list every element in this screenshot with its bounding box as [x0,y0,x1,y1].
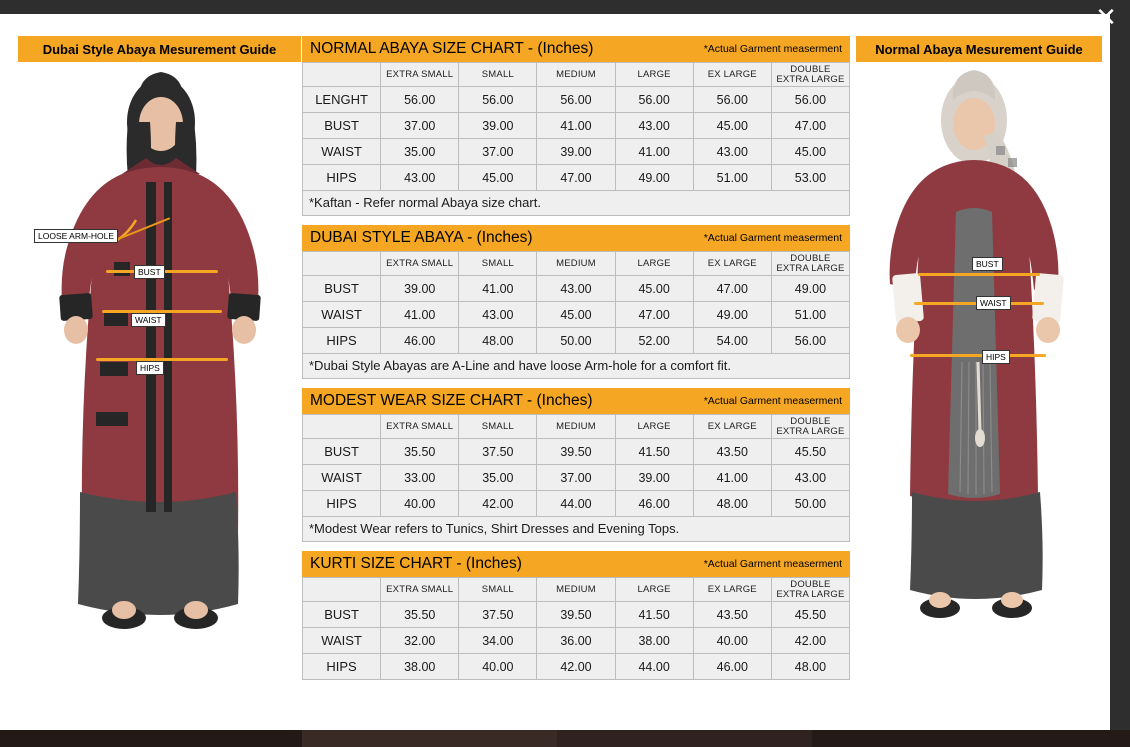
table-row [303,276,850,302]
section-header [302,388,850,414]
cell: 45.50 [771,602,849,628]
col-small: SMALL [459,63,537,87]
col-large: LARGE [615,63,693,87]
thumbnail-item[interactable] [302,730,558,747]
dubai-style-abaya-table [302,251,850,354]
cell: 56.00 [693,87,771,113]
cell: 50.00 [771,491,849,517]
table-header-row [303,252,850,276]
col-double-extra-large: DOUBLE EXTRA LARGE [771,415,849,439]
section-footnote: *Dubai Style Abayas are A-Line and have loose Arm-hole for a comfort fit. [302,354,850,379]
label-loose-arm-hole: LOOSE ARM-HOLE [34,229,118,243]
cell: 54.00 [693,328,771,354]
section-kurti [302,551,850,680]
col-extra-small: EXTRA SMALL [381,578,459,602]
table-row [303,87,850,113]
table-row [303,113,850,139]
right-guide-illustration [856,62,1102,662]
cell: 41.00 [381,302,459,328]
row-label: HIPS [303,491,381,517]
cell: 51.00 [693,165,771,191]
label-hips: HIPS [982,350,1010,364]
row-label: BUST [303,602,381,628]
left-guide-header [18,36,301,62]
cell: 40.00 [459,654,537,680]
col-medium: MEDIUM [537,578,615,602]
row-label: LENGHT [303,87,381,113]
cell: 45.00 [693,113,771,139]
cell: 40.00 [381,491,459,517]
cell: 43.00 [615,113,693,139]
cell: 56.00 [381,87,459,113]
cell: 47.00 [693,276,771,302]
cell: 48.00 [459,328,537,354]
section-note: *Actual Garment measerment [703,558,842,570]
table-row [303,602,850,628]
section-normal-abaya [302,36,850,216]
right-measurement-guide [856,36,1102,662]
table-header-row [303,415,850,439]
cell: 41.50 [615,602,693,628]
cell: 35.50 [381,439,459,465]
lightbox-top-bar [0,0,1130,14]
col-small: SMALL [459,415,537,439]
table-row [303,654,850,680]
cell: 43.00 [693,139,771,165]
row-label: HIPS [303,328,381,354]
cell: 39.50 [537,602,615,628]
table-row [303,439,850,465]
cell: 49.00 [693,302,771,328]
row-label: BUST [303,276,381,302]
cell: 56.00 [459,87,537,113]
row-label: BUST [303,439,381,465]
col-small: SMALL [459,578,537,602]
cell: 32.00 [381,628,459,654]
right-guide-title: Normal Abaya Mesurement Guide [875,41,1083,57]
table-row [303,628,850,654]
cell: 41.00 [615,139,693,165]
section-footnote: *Kaftan - Refer normal Abaya size chart. [302,191,850,216]
cell: 37.00 [381,113,459,139]
size-charts-column [302,36,850,680]
col-large: LARGE [615,578,693,602]
section-footnote: *Modest Wear refers to Tunics, Shirt Dresses and Evening Tops. [302,517,850,542]
col-extra-small: EXTRA SMALL [381,252,459,276]
section-title: NORMAL ABAYA SIZE CHART - (Inches) [310,40,594,57]
cell: 46.00 [381,328,459,354]
cell: 52.00 [615,328,693,354]
label-waist: WAIST [976,296,1011,310]
col-double-extra-large: DOUBLE EXTRA LARGE [771,63,849,87]
normal-abaya-table [302,62,850,191]
cell: 37.00 [537,465,615,491]
cell: 51.00 [771,302,849,328]
cell: 42.00 [771,628,849,654]
cell: 43.00 [381,165,459,191]
close-icon[interactable]: ✕ [1095,2,1117,32]
cell: 43.00 [771,465,849,491]
col-double-extra-large: DOUBLE EXTRA LARGE [771,578,849,602]
cell: 39.00 [537,139,615,165]
cell: 33.00 [381,465,459,491]
cell: 45.50 [771,439,849,465]
col-small: SMALL [459,252,537,276]
cell: 39.00 [381,276,459,302]
thumbnail-list[interactable] [0,730,1130,747]
cell: 37.50 [459,602,537,628]
cell: 44.00 [537,491,615,517]
section-header [302,36,850,62]
table-corner-cell [303,252,381,276]
table-row [303,302,850,328]
hips-measure-line [910,354,1046,357]
table-row [303,328,850,354]
label-bust: BUST [134,265,165,279]
row-label: HIPS [303,165,381,191]
cell: 39.50 [537,439,615,465]
cell: 50.00 [537,328,615,354]
col-medium: MEDIUM [537,415,615,439]
table-row [303,465,850,491]
bust-measure-line [918,273,1040,276]
cell: 35.00 [381,139,459,165]
row-label: WAIST [303,465,381,491]
cell: 37.00 [459,139,537,165]
cell: 42.00 [459,491,537,517]
col-ex-large: EX LARGE [693,252,771,276]
cell: 47.00 [615,302,693,328]
cell: 45.00 [537,302,615,328]
section-title: KURTI SIZE CHART - (Inches) [310,555,522,572]
section-note: *Actual Garment measerment [703,232,842,244]
label-hips: HIPS [136,361,164,375]
col-ex-large: EX LARGE [693,578,771,602]
cell: 39.00 [615,465,693,491]
section-header [302,551,850,577]
col-ex-large: EX LARGE [693,63,771,87]
cell: 35.50 [381,602,459,628]
cell: 43.00 [459,302,537,328]
cell: 56.00 [537,87,615,113]
section-note: *Actual Garment measerment [703,43,842,55]
cell: 46.00 [615,491,693,517]
cell: 48.00 [771,654,849,680]
table-row [303,491,850,517]
cell: 49.00 [615,165,693,191]
cell: 41.50 [615,439,693,465]
cell: 43.00 [537,276,615,302]
cell: 45.00 [459,165,537,191]
row-label: HIPS [303,654,381,680]
left-guide-illustration [18,62,301,662]
left-measurement-guide [18,36,301,662]
cell: 34.00 [459,628,537,654]
col-medium: MEDIUM [537,63,615,87]
cell: 53.00 [771,165,849,191]
col-large: LARGE [615,415,693,439]
section-title: MODEST WEAR SIZE CHART - (Inches) [310,392,593,409]
left-guide-title: Dubai Style Abaya Mesurement Guide [42,41,277,57]
section-note: *Actual Garment measerment [703,395,842,407]
section-dubai-style-abaya [302,225,850,379]
cell: 38.00 [615,628,693,654]
thumbnail-strip[interactable] [0,730,1130,747]
cell: 47.00 [771,113,849,139]
thumbnail-item[interactable] [557,730,813,747]
table-row [303,165,850,191]
col-extra-small: EXTRA SMALL [381,63,459,87]
col-large: LARGE [615,252,693,276]
thumbnail-item[interactable] [0,730,303,747]
cell: 37.50 [459,439,537,465]
cell: 56.00 [771,328,849,354]
section-modest-wear [302,388,850,542]
col-double-extra-large: DOUBLE EXTRA LARGE [771,252,849,276]
table-header-row [303,63,850,87]
cell: 38.00 [381,654,459,680]
table-row [303,139,850,165]
kurti-table [302,577,850,680]
cell: 39.00 [459,113,537,139]
cell: 36.00 [537,628,615,654]
row-label: WAIST [303,628,381,654]
cell: 43.50 [693,602,771,628]
cell: 40.00 [693,628,771,654]
cell: 56.00 [771,87,849,113]
cell: 41.00 [693,465,771,491]
col-medium: MEDIUM [537,252,615,276]
cell: 48.00 [693,491,771,517]
table-corner-cell [303,63,381,87]
cell: 41.00 [459,276,537,302]
cell: 41.00 [537,113,615,139]
label-bust: BUST [972,257,1003,271]
cell: 44.00 [615,654,693,680]
cell: 56.00 [615,87,693,113]
cell: 47.00 [537,165,615,191]
table-corner-cell [303,578,381,602]
col-ex-large: EX LARGE [693,415,771,439]
cell: 46.00 [693,654,771,680]
table-corner-cell [303,415,381,439]
modest-wear-table [302,414,850,517]
cell: 45.00 [771,139,849,165]
table-header-row [303,578,850,602]
normal-abaya-figure-svg [856,62,1102,662]
cell: 49.00 [771,276,849,302]
row-label: WAIST [303,302,381,328]
row-label: WAIST [303,139,381,165]
section-title: DUBAI STYLE ABAYA - (Inches) [310,229,533,246]
section-header [302,225,850,251]
size-chart-sheet [0,14,1110,730]
cell: 45.00 [615,276,693,302]
label-waist: WAIST [131,313,166,327]
row-label: BUST [303,113,381,139]
col-extra-small: EXTRA SMALL [381,415,459,439]
right-guide-header [856,36,1102,62]
cell: 42.00 [537,654,615,680]
cell: 35.00 [459,465,537,491]
cell: 43.50 [693,439,771,465]
thumbnail-item[interactable] [812,730,1130,747]
